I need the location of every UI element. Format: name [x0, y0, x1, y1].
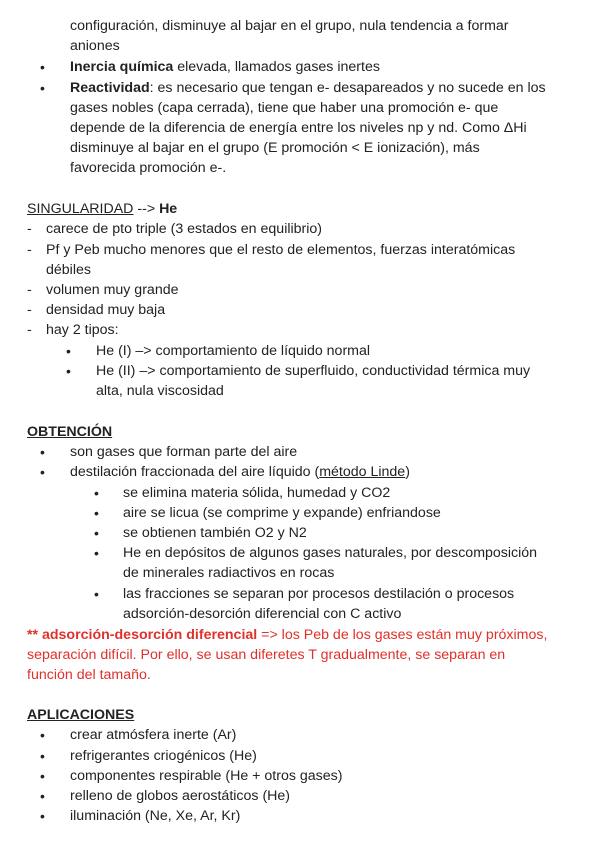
- note-line-1: [27, 625, 547, 645]
- singularidad-title: SINGULARIDAD: [27, 201, 134, 217]
- note-bold: ** adsorción-desorción diferencial: [27, 627, 258, 643]
- singularidad-arrow: -->: [133, 201, 160, 217]
- reactividad-term: Reactividad: [70, 80, 150, 96]
- sub-item: las fracciones se separan por procesos destilación o procesos: [123, 586, 515, 602]
- bullet-icon: •: [94, 505, 99, 521]
- singularidad-he: He: [159, 201, 178, 217]
- dash-icon: -: [27, 221, 32, 237]
- metodo-linde-link[interactable]: método Linde: [319, 464, 406, 480]
- bullet-icon: •: [40, 444, 45, 460]
- reactividad-line-5: favorecida promoción e-.: [70, 160, 227, 176]
- bullet-icon: •: [40, 768, 45, 784]
- dash-icon: -: [27, 282, 32, 298]
- reactividad-line-4: disminuye al bajar en el grupo (E promoción < E ionización), más: [70, 140, 480, 156]
- sub-item-continuation: alta, nula viscosidad: [96, 383, 224, 399]
- bullet-icon: •: [66, 343, 71, 359]
- list-item: crear atmósfera inerte (Ar): [70, 727, 237, 743]
- bullet-icon: •: [94, 525, 99, 541]
- dash-icon: -: [27, 322, 32, 338]
- list-item: son gases que forman parte del aire: [70, 444, 298, 460]
- obtencion-heading: OBTENCIÓN: [27, 424, 113, 440]
- sub-item: He en depósitos de algunos gases naturales, por descomposición: [123, 545, 538, 561]
- bullet-icon: •: [40, 748, 45, 764]
- list-item: componentes respirable (He + otros gases): [70, 768, 343, 784]
- bullet-icon: •: [94, 586, 99, 602]
- note-text: => los Peb de los gases están muy próximos,: [257, 627, 548, 643]
- sub-item: He (II) –> comportamiento de superfluido, conductividad térmica muy: [96, 363, 531, 379]
- sub-item-continuation: adsorción-desorción diferencial con C activo: [123, 606, 402, 622]
- list-item: relleno de globos aerostáticos (He): [70, 788, 291, 804]
- list-item-continuation: débiles: [46, 262, 91, 278]
- inercia-term: Inercia química: [70, 59, 174, 75]
- bullet-icon: •: [94, 545, 99, 561]
- list-item: [70, 462, 410, 482]
- inercia-item: [70, 57, 380, 77]
- destilacion-text: destilación fraccionada del aire líquido (: [70, 464, 320, 480]
- reactividad-line-3: depende de la diferencia de energía entre los niveles np y nd. Como ΔHi: [70, 120, 527, 136]
- bullet-icon: •: [40, 59, 45, 75]
- bullet-icon: •: [40, 808, 45, 824]
- note-line-2: separación difícil. Por ello, se usan diferetes T gradualmente, se separan en: [27, 647, 506, 663]
- singularidad-heading: [27, 199, 177, 219]
- reactividad-text: : es necesario que tengan e- desapareados y no sucede en los: [149, 80, 546, 96]
- list-item: Pf y Peb mucho menores que el resto de elementos, fuerzas interatómicas: [46, 242, 516, 258]
- note-line-3: función del tamaño.: [27, 667, 151, 683]
- intro-line-1: configuración, disminuye al bajar en el grupo, nula tendencia a formar: [70, 18, 509, 34]
- bullet-icon: •: [94, 485, 99, 501]
- list-item: carece de pto triple (3 estados en equilibrio): [46, 221, 323, 237]
- dash-icon: -: [27, 302, 32, 318]
- bullet-icon: •: [66, 363, 71, 379]
- intro-line-2: aniones: [70, 38, 120, 54]
- bullet-icon: •: [40, 80, 45, 96]
- bullet-icon: •: [40, 464, 45, 480]
- list-item: volumen muy grande: [46, 282, 179, 298]
- dash-icon: -: [27, 242, 32, 258]
- inercia-text: elevada, llamados gases inertes: [173, 59, 380, 75]
- aplicaciones-heading: APLICACIONES: [27, 707, 135, 723]
- reactividad-item: [70, 78, 546, 98]
- destilacion-close: ): [405, 464, 410, 480]
- list-item: refrigerantes criogénicos (He): [70, 748, 257, 764]
- sub-item: aire se licua (se comprime y expande) enfriandose: [123, 505, 441, 521]
- sub-item: He (I) –> comportamiento de líquido normal: [96, 343, 371, 359]
- bullet-icon: •: [40, 727, 45, 743]
- list-item: densidad muy baja: [46, 302, 166, 318]
- sub-item-continuation: de minerales radiactivos en rocas: [123, 565, 335, 581]
- reactividad-line-2: gases nobles (capa cerrada), tiene que haber una promoción e- que: [70, 100, 499, 116]
- list-item: hay 2 tipos:: [46, 322, 119, 338]
- sub-item: se obtienen también O2 y N2: [123, 525, 307, 541]
- bullet-icon: •: [40, 788, 45, 804]
- list-item: iluminación (Ne, Xe, Ar, Kr): [70, 808, 241, 824]
- sub-item: se elimina materia sólida, humedad y CO2: [123, 485, 391, 501]
